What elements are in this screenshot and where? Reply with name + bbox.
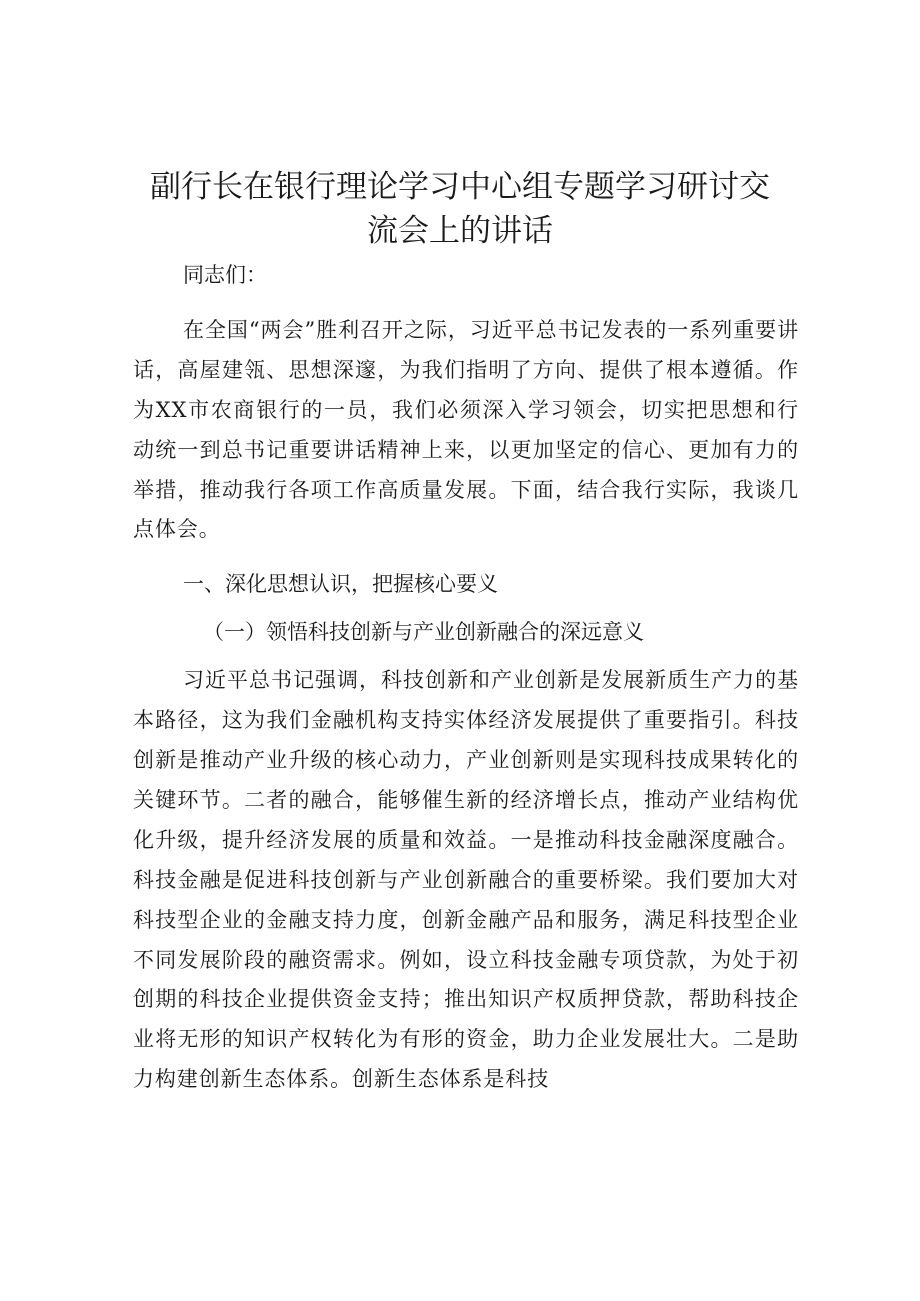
title-line-2: 流会上的讲话 xyxy=(367,213,553,249)
document-title xyxy=(100,165,820,253)
subsection-heading-1: （一）领悟科技创新与产业创新融合的深远意义 xyxy=(203,620,644,645)
body-paragraph: 习近平总书记强调，科技创新和产业创新是发展新质生产力的基本路径，这为我们金融机构支持实体经济发展提供了重要指引。科技创新是推动产业升级的核心动力，产业创新则是实现科技成果转化的关键环节。二者的融合，能够催生新的经济增长点，推动产业结构优化升级，提升经济发展的质量和效益。一是推动科技金融深度融合。科技金融是促进科技创新与产业创新融合的重要桥梁。我们要加大对科技型企业的金融支持力度，创新金融产品和服务，满足科技型企业不同发展阶段的融资需求。例如，设立科技金融专项贷款，为处于初创期的科技企业提供资金支持；推出知识产权质押贷款，帮助科技企业将无形的知识产权转化为有形的资金，助力企业发展壮大。二是助力构建创新生态体系。创新生态体系是科技 xyxy=(133,668,799,1092)
document-body xyxy=(133,256,799,1100)
salutation: 同志们： xyxy=(183,263,267,287)
section-heading-1: 一、深化思想认识，把握核心要义 xyxy=(183,572,498,597)
title-line-1: 副行长在银行理论学习中心组专题学习研讨交 xyxy=(150,169,770,205)
intro-paragraph: 在全国“两会”胜利召开之际，习近平总书记发表的一系列重要讲话，高屋建瓴、思想深邃，为我们指明了方向、提供了根本遵循。作为XX市农商银行的一员，我们必须深入学习领会，切实把思想和行动统一到总书记重要讲话精神上来，以更加坚定的信心、更加有力的举措，推动我行各项工作高质量发展。下面，结合我行实际，我谈几点体会。 xyxy=(133,317,799,542)
